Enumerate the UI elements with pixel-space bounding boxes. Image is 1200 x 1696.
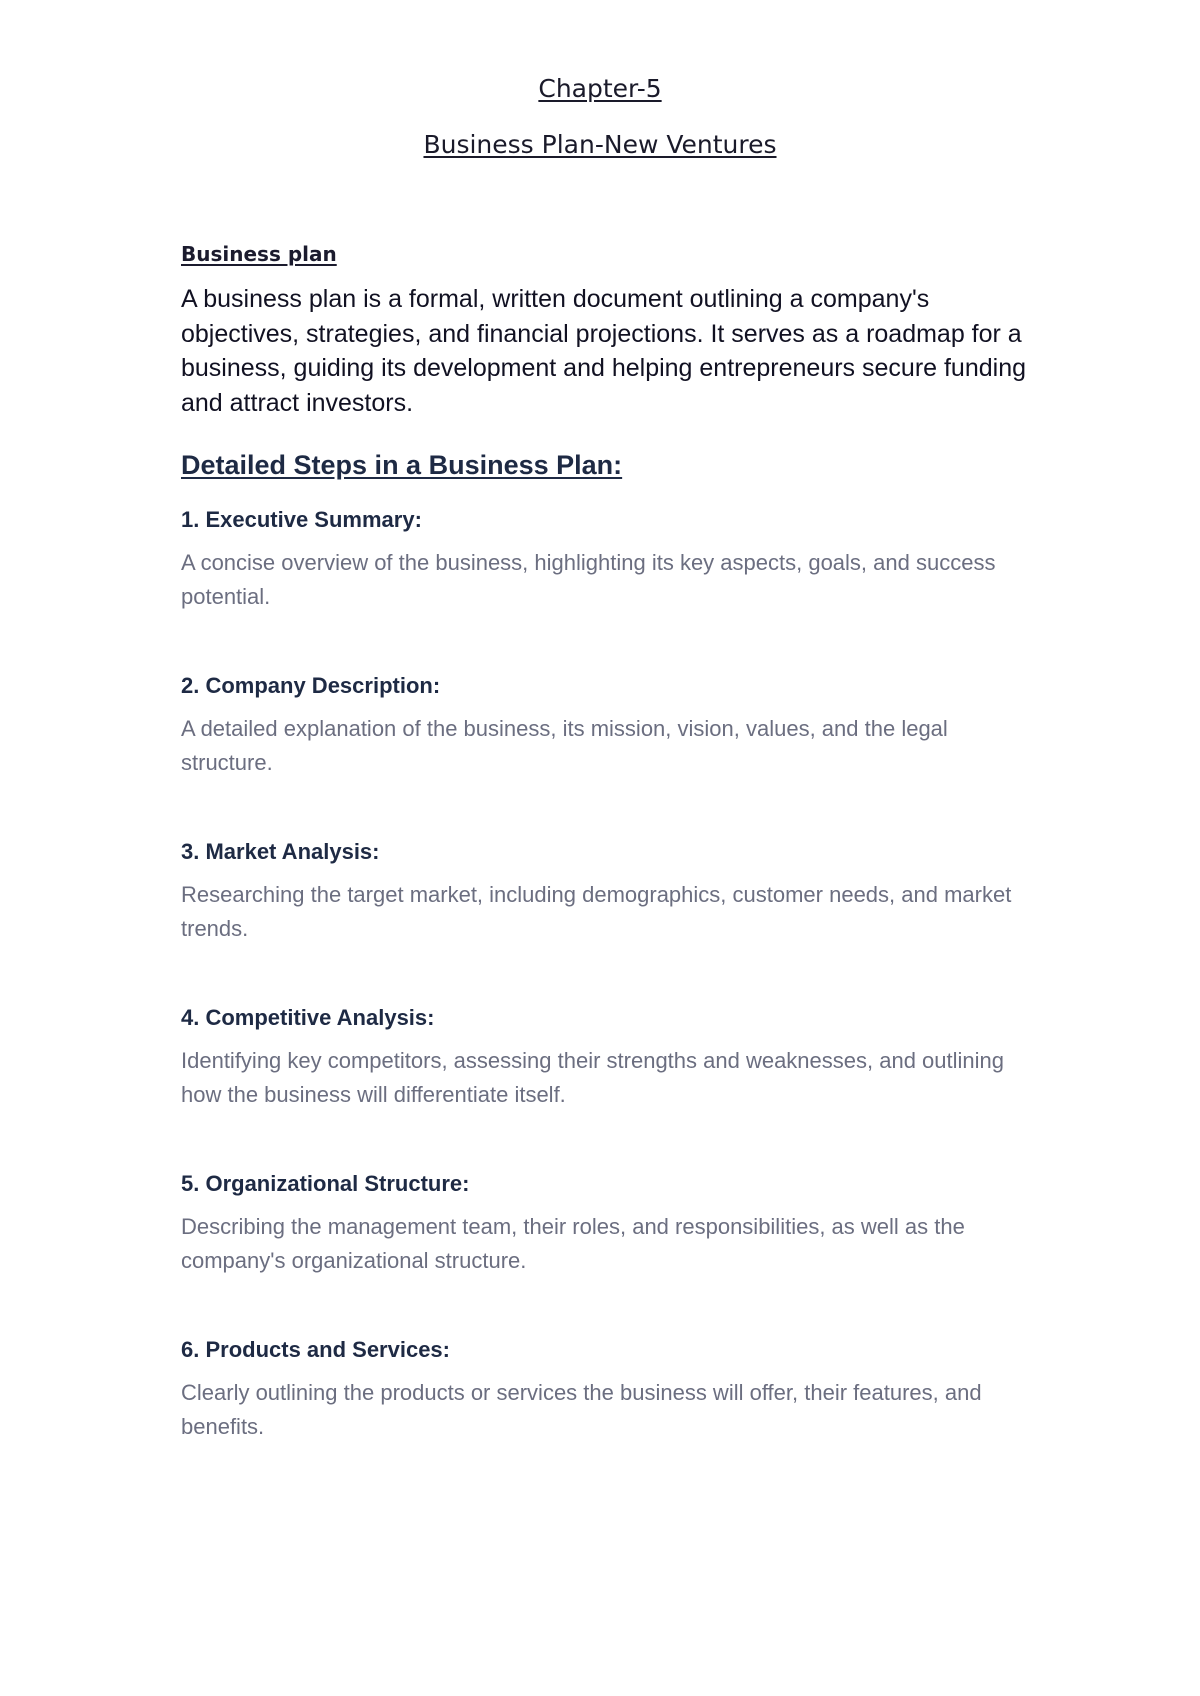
step-title: 4. Competitive Analysis: [181, 1005, 435, 1030]
step-title: 5. Organizational Structure: [181, 1171, 470, 1196]
step-description: A concise overview of the business, highlighting its key aspects, goals, and success potential. [181, 550, 996, 609]
step-title: 1. Executive Summary: [181, 507, 422, 532]
steps-heading: Detailed Steps in a Business Plan: [181, 450, 623, 480]
step-executive-summary [181, 504, 1041, 614]
step-products-and-services [181, 1334, 1041, 1444]
step-title: 2. Company Description: [181, 673, 441, 698]
document-subtitle: Business Plan-New Ventures [423, 130, 777, 159]
step-title: 6. Products and Services: [181, 1337, 450, 1362]
step-title: 3. Market Analysis: [181, 839, 380, 864]
step-description: Identifying key competitors, assessing their strengths and weaknesses, and outlining how the business will differentiate itself. [181, 1048, 1005, 1107]
step-description: Researching the target market, including demographics, customer needs, and market trends. [181, 882, 1012, 941]
chapter-title: Chapter-5 [538, 74, 662, 103]
intro-paragraph: A business plan is a formal, written document outlining a company's objectives, strategies, and financial projections. It serves as a roadmap for a business, guiding its development and helping entrepreneurs secure funding and attract investors. [181, 285, 1027, 417]
step-description: Describing the management team, their roles, and responsibilities, as well as the company's organizational structure. [181, 1214, 965, 1273]
section-label-business-plan: Business plan [181, 242, 337, 266]
document-body [181, 242, 1041, 1444]
step-organizational-structure [181, 1168, 1041, 1278]
step-market-analysis [181, 836, 1041, 946]
step-competitive-analysis [181, 1002, 1041, 1112]
step-description: Clearly outlining the products or services the business will offer, their features, and benefits. [181, 1380, 982, 1439]
step-company-description [181, 670, 1041, 780]
step-description: A detailed explanation of the business, its mission, vision, values, and the legal structure. [181, 716, 948, 775]
